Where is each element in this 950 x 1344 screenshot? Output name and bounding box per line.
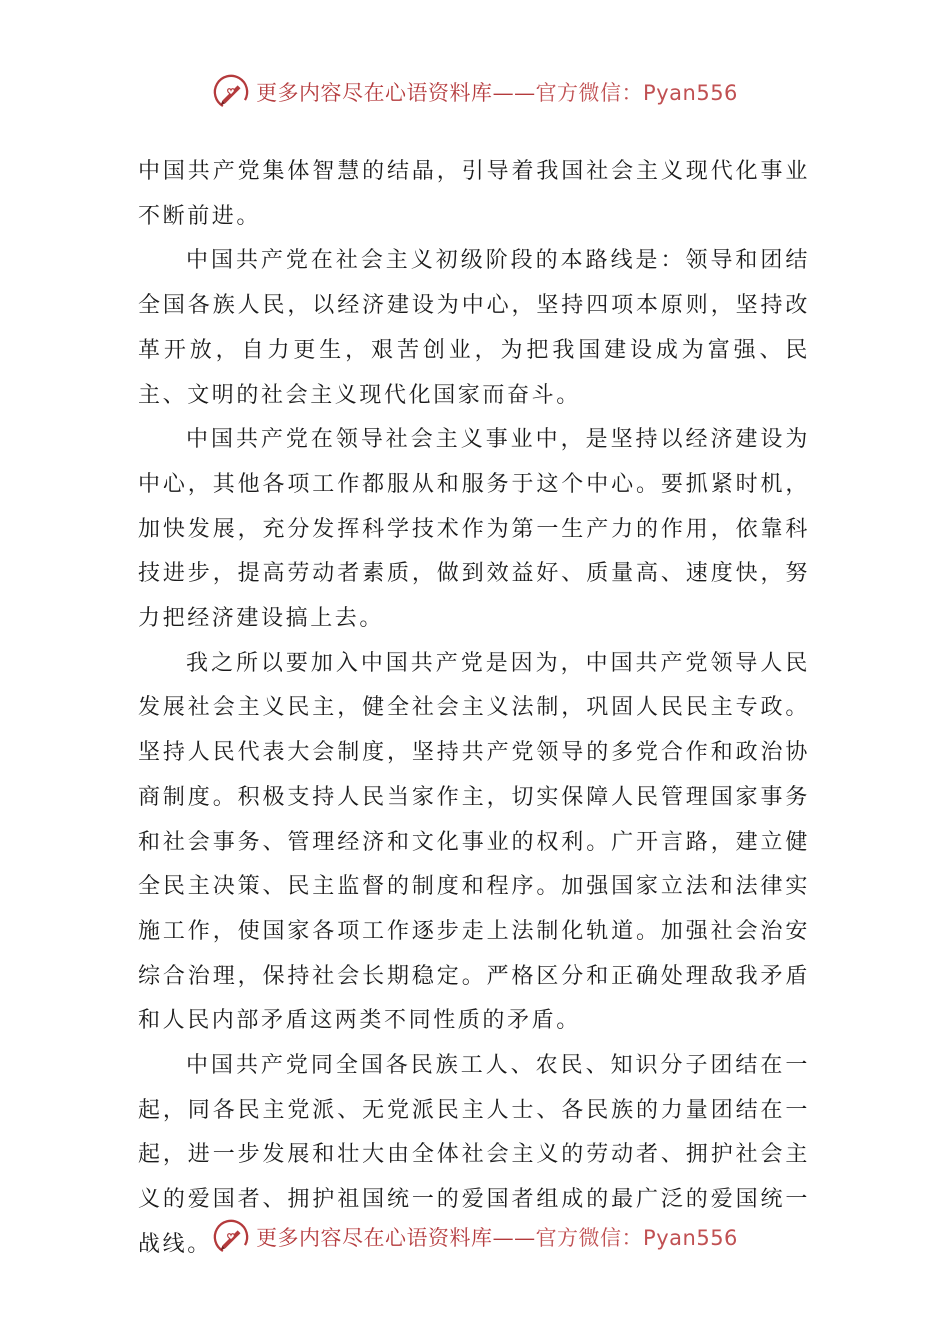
document-body <box>138 150 810 1268</box>
header-brand-text: 更多内容尽在心语资料库 <box>256 81 493 105</box>
paragraph-5: 中国共产党同全国各民族工人、农民、知识分子团结在一起，同各民主党派、无党派民主人士、各民族的力量团结在一起，进一步发展和壮大由全体社会主义的劳动者、拥护社会主义的爱国者、拥护祖国统一的爱国者组成的最广泛的爱国统一战线。 <box>138 1053 810 1257</box>
paragraph-1: 中国共产党集体智慧的结晶，引导着我国社会主义现代化事业不断前进。 <box>138 159 810 229</box>
footer-banner <box>0 1215 950 1259</box>
pen-heart-logo-icon <box>212 1218 250 1256</box>
pen-heart-logo-icon <box>212 73 250 111</box>
header-banner-text <box>256 77 738 107</box>
footer-banner-text <box>256 1222 738 1252</box>
footer-brand-text: 更多内容尽在心语资料库 <box>256 1226 493 1250</box>
paragraph-2: 中国共产党在社会主义初级阶段的本路线是：领导和团结全国各族人民，以经济建设为中心，坚持四项本原则，坚持改革开放，自力更生，艰苦创业，为把我国建设成为富强、民主、文明的社会主义现代化国家而奋斗。 <box>138 248 810 408</box>
paragraph-3: 中国共产党在领导社会主义事业中，是坚持以经济建设为中心，其他各项工作都服从和服务于这个中心。要抓紧时机，加快发展，充分发挥科学技术作为第一生产力的作用，依靠科技进步，提高劳动者素质，做到效益好、质量高、速度快，努力把经济建设搞上去。 <box>138 427 810 632</box>
footer-dash: —— <box>492 1226 536 1250</box>
header-banner <box>0 70 950 114</box>
header-dash: —— <box>492 81 536 105</box>
header-wechat-text: 官方微信：Pyan556 <box>535 81 738 105</box>
paragraph-4: 我之所以要加入中国共产党是因为，中国共产党领导人民发展社会主义民主，健全社会主义法制，巩固人民民主专政。坚持人民代表大会制度，坚持共产党领导的多党合作和政治协商制度。积极支持人民当家作主，切实保障人民管理国家事务和社会事务、管理经济和文化事业的权利。广开言路，建立健全民主决策、民主监督的制度和程序。加强国家立法和法律实施工作，使国家各项工作逐步走上法制化轨道。加强社会治安综合治理，保持社会长期稳定。严格区分和正确处理敌我矛盾和人民内部矛盾这两类不同性质的矛盾。 <box>138 650 810 1034</box>
footer-wechat-text: 官方微信：Pyan556 <box>535 1226 738 1250</box>
